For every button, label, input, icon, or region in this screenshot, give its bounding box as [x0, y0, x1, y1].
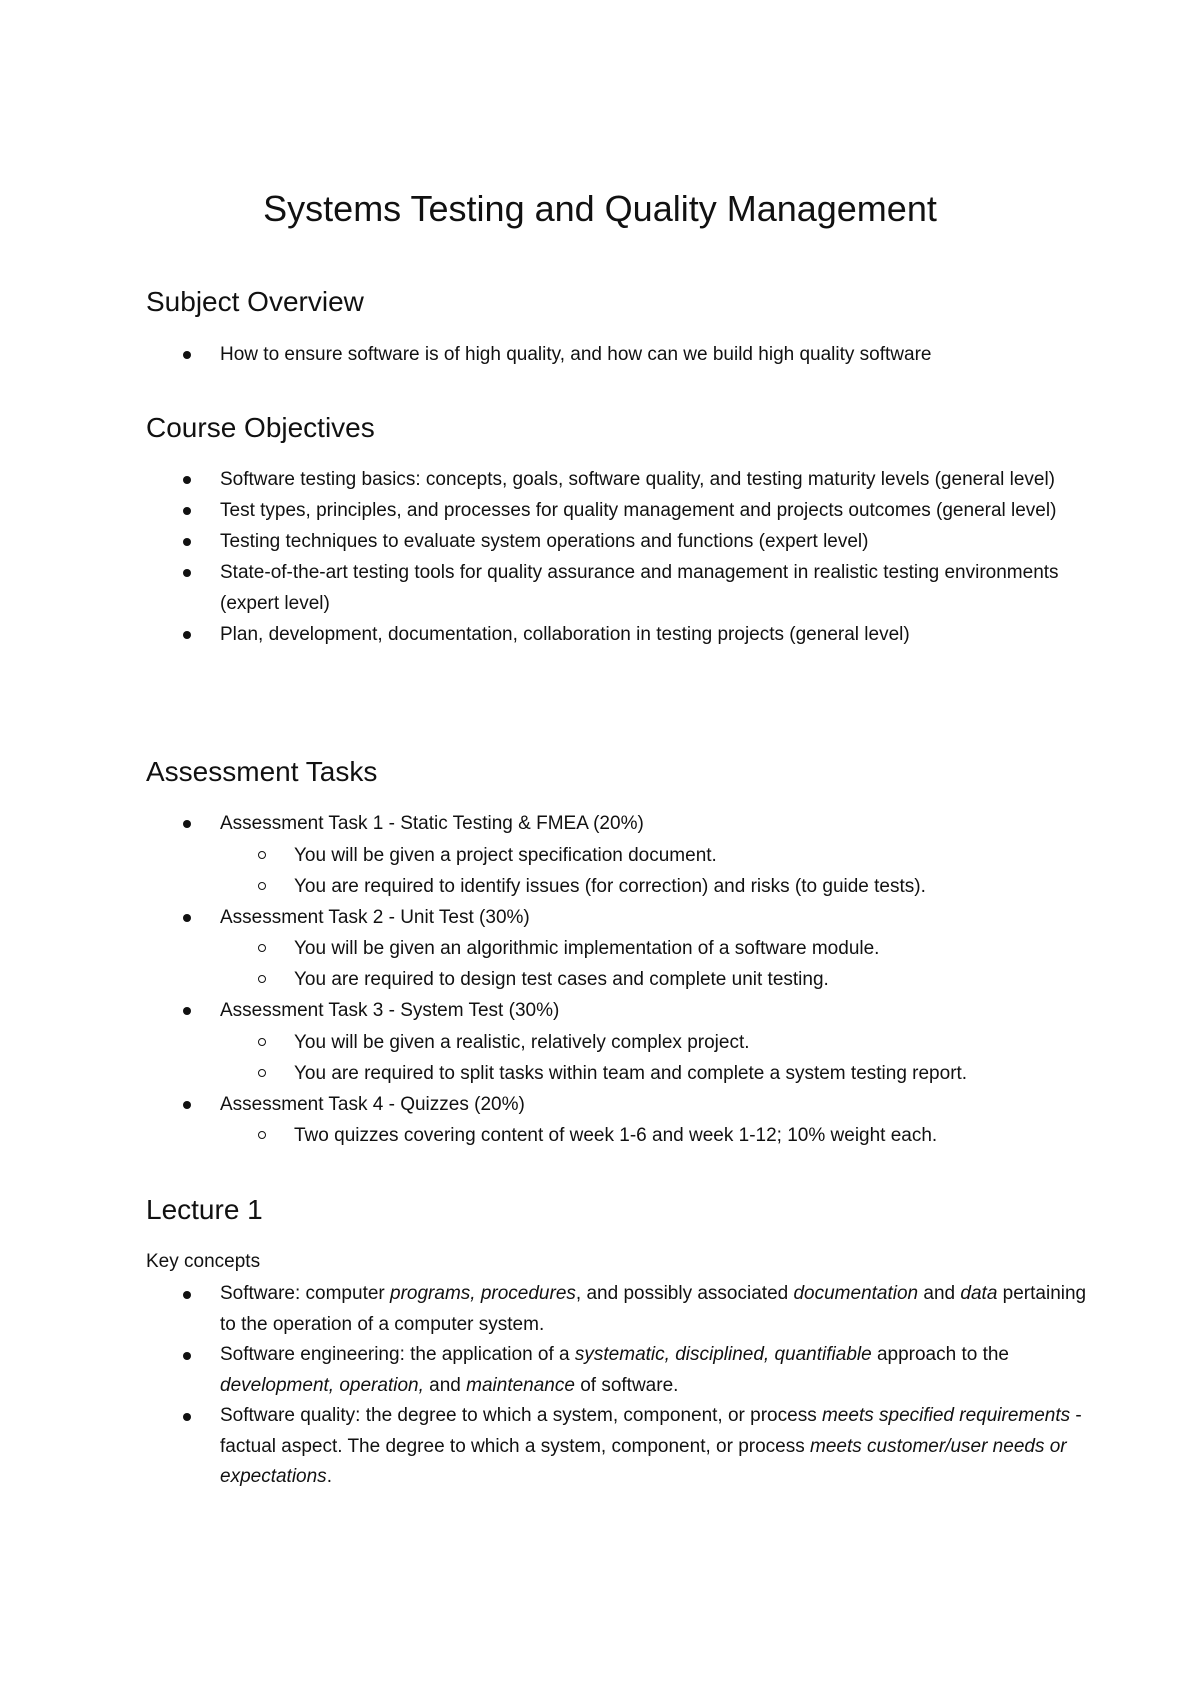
list-item: Plan, development, documentation, collaboration in testing projects (general level)	[146, 619, 1096, 650]
assessment-task-item	[146, 902, 1126, 996]
list-item: You are required to design test cases and complete unit testing.	[220, 964, 1126, 995]
list-item: You will be given a realistic, relatively complex project.	[220, 1027, 1126, 1058]
list-item: Two quizzes covering content of week 1-6 and week 1-12; 10% weight each.	[220, 1120, 1126, 1151]
course-objectives-heading: Course Objectives	[146, 412, 375, 443]
assessment-task-item	[146, 808, 1126, 902]
definition-text: pertaining to the operation of a computer system.	[220, 1283, 1087, 1335]
assessment-task-details	[220, 933, 1126, 995]
list-item: Testing techniques to evaluate system operations and functions (expert level)	[146, 526, 1096, 557]
definition-emphasis: systematic, disciplined, quantifiable	[574, 1344, 872, 1365]
definition-emphasis: meets specified requirements	[821, 1405, 1071, 1426]
document-title: Systems Testing and Quality Management	[263, 188, 937, 229]
list-item: You are required to split tasks within team and complete a system testing report.	[220, 1058, 1126, 1089]
list-item: Test types, principles, and processes for quality management and projects outcomes (general level)	[146, 495, 1096, 526]
list-item: Software testing basics: concepts, goals, software quality, and testing maturity levels (general level)	[146, 464, 1096, 495]
list-item: How to ensure software is of high quality, and how can we build high quality software	[146, 339, 1126, 370]
list-item: You will be given an algorithmic implementation of a software module.	[220, 933, 1126, 964]
definition-software-quality	[146, 1401, 1096, 1493]
assessment-task-item	[146, 1089, 1126, 1152]
list-item: You will be given a project specification document.	[220, 840, 1126, 871]
assessment-task-label: Assessment Task 1 - Static Testing & FMEA (20%)	[220, 813, 644, 834]
definition-emphasis: programs, procedures	[390, 1283, 576, 1304]
assessment-task-label: Assessment Task 2 - Unit Test (30%)	[220, 906, 530, 928]
definition-emphasis: data	[960, 1283, 998, 1304]
assessment-task-details	[220, 1027, 1126, 1089]
key-concepts-list	[146, 1279, 1096, 1493]
subject-overview-heading: Subject Overview	[146, 286, 364, 317]
definition-text: of software.	[574, 1374, 679, 1396]
definition-text: .	[326, 1466, 332, 1487]
definition-emphasis: meets customer/user needs or expectations	[220, 1435, 1067, 1487]
assessment-task-item	[146, 995, 1126, 1089]
assessment-tasks-heading: Assessment Tasks	[146, 756, 378, 787]
lecture-1-heading: Lecture 1	[146, 1194, 263, 1225]
key-concepts-label: Key concepts	[146, 1251, 261, 1272]
definition-text: Software engineering: the application of a	[220, 1344, 575, 1365]
assessment-task-details	[220, 840, 1126, 902]
definition-text: Software quality: the degree to which a system, component, or process	[220, 1405, 822, 1426]
definition-emphasis: maintenance	[466, 1374, 575, 1396]
assessment-task-label: Assessment Task 3 - System Test (30%)	[220, 1000, 560, 1021]
definition-text: and	[918, 1283, 961, 1304]
definition-text: and	[423, 1374, 467, 1396]
definition-text: - factual aspect. The degree to which a system, component, or process	[220, 1405, 1082, 1457]
definition-emphasis: development, operation,	[220, 1374, 424, 1396]
definition-emphasis: documentation	[793, 1283, 919, 1304]
definition-text: Software: computer	[220, 1283, 391, 1304]
definition-text: , and possibly associated	[575, 1283, 794, 1304]
list-item: You are required to identify issues (for correction) and risks (to guide tests).	[220, 871, 1126, 902]
definition-text: approach to the	[871, 1344, 1009, 1365]
subject-overview-list	[146, 339, 1126, 370]
list-item: State-of-the-art testing tools for quality assurance and management in realistic testing environments (expert level)	[146, 557, 1096, 619]
assessment-tasks-list	[146, 808, 1126, 1151]
assessment-task-label: Assessment Task 4 - Quizzes (20%)	[220, 1093, 525, 1115]
assessment-task-details	[220, 1120, 1126, 1151]
definition-software-engineering	[146, 1340, 1096, 1401]
course-objectives-list	[146, 464, 1096, 650]
definition-software	[146, 1279, 1096, 1340]
